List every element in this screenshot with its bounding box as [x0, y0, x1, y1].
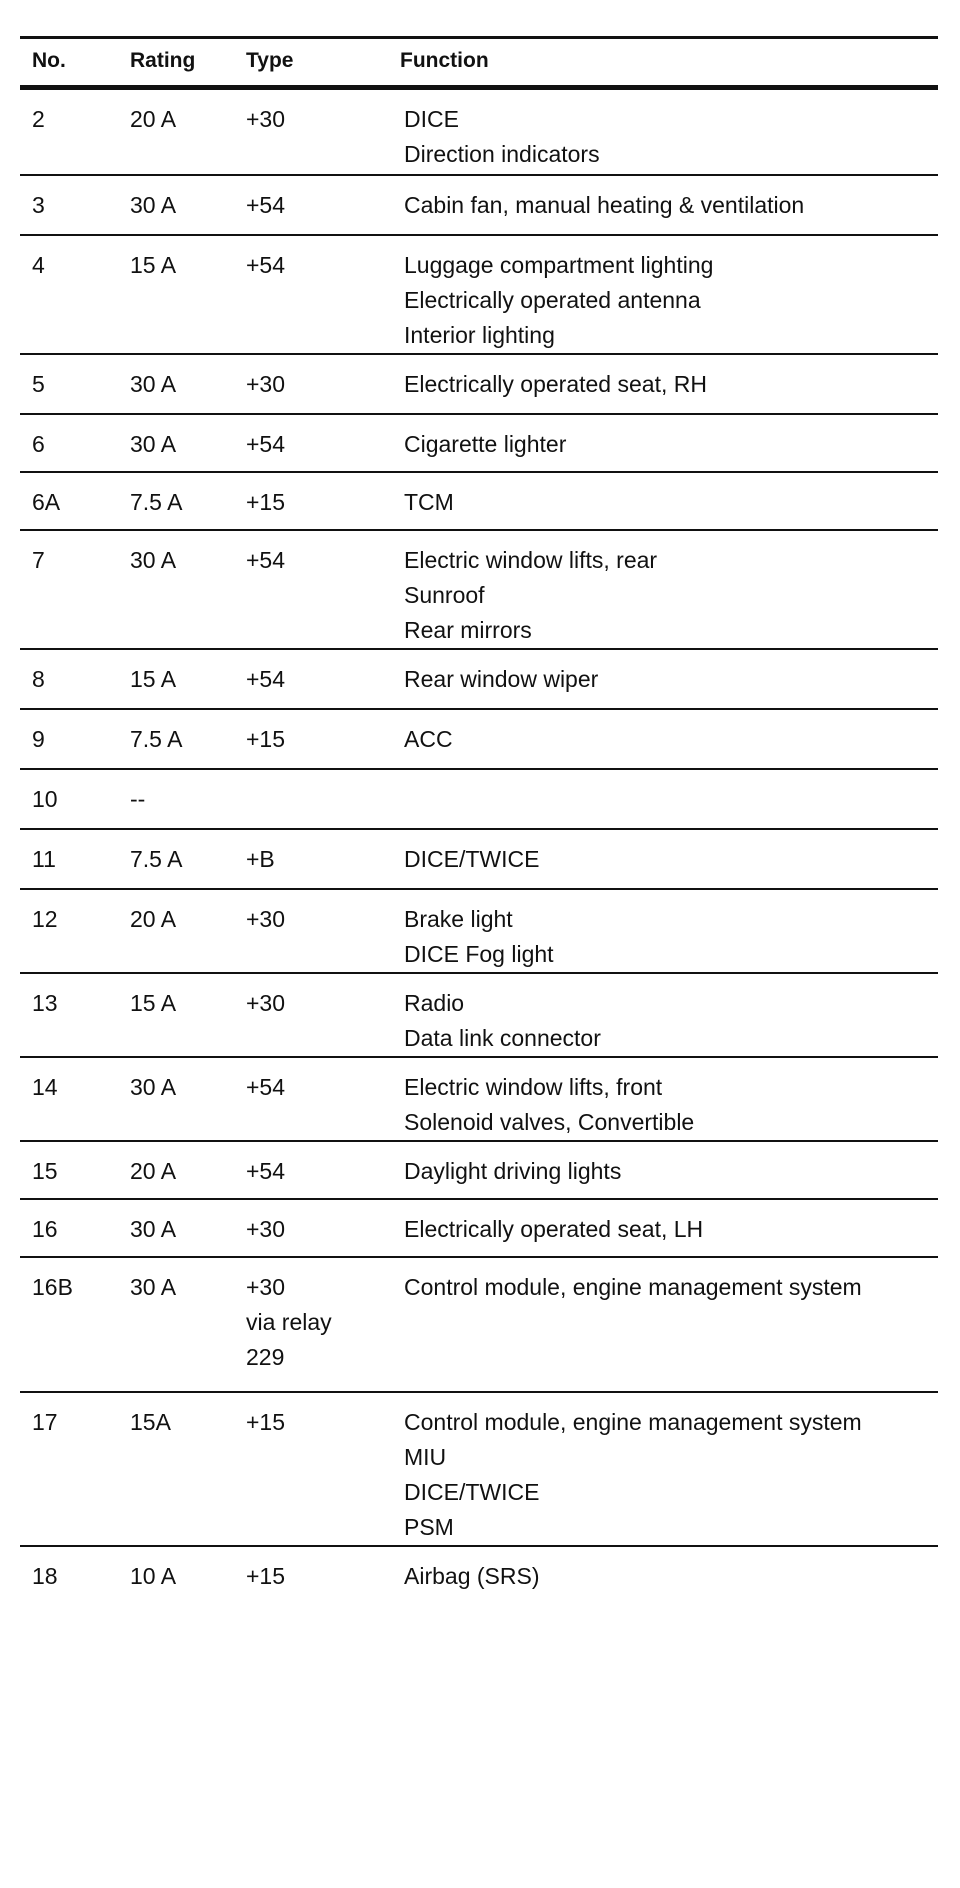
cell-type [234, 88, 380, 175]
cell-function [380, 1546, 938, 1606]
header-type: Type [234, 38, 380, 88]
function-line: Airbag (SRS) [404, 1562, 540, 1589]
table-row [20, 889, 938, 973]
cell-type [234, 649, 380, 709]
cell-type [234, 973, 380, 1057]
type-line: +54 [246, 1157, 286, 1184]
type-line: +30 [246, 905, 286, 932]
cell-function [380, 889, 938, 973]
function-line: Cabin fan, manual heating & ventilation [404, 191, 805, 218]
type-line: +B [246, 845, 275, 872]
function-line: Luggage compartment lighting [404, 251, 714, 278]
type-line: +15 [246, 488, 286, 515]
type-line: via relay [246, 1308, 332, 1335]
table-row [20, 1199, 938, 1257]
cell-rating: 30 A [118, 1199, 234, 1257]
table-header-row [20, 38, 938, 88]
cell-no: 12 [20, 889, 118, 973]
cell-no: 8 [20, 649, 118, 709]
type-line: +15 [246, 725, 286, 752]
cell-no: 4 [20, 235, 118, 354]
type-line: +54 [246, 191, 286, 218]
function-line: Control module, engine management system [404, 1408, 862, 1435]
cell-function [380, 649, 938, 709]
function-line: Daylight driving lights [404, 1157, 622, 1184]
cell-rating: 30 A [118, 1257, 234, 1392]
cell-function [380, 235, 938, 354]
cell-rating: 30 A [118, 175, 234, 235]
function-line: Electrically operated seat, RH [404, 370, 707, 397]
cell-no: 16B [20, 1257, 118, 1392]
cell-rating: 30 A [118, 1057, 234, 1141]
type-line: +30 [246, 989, 286, 1016]
table-row [20, 1392, 938, 1546]
cell-type [234, 235, 380, 354]
cell-type [234, 472, 380, 530]
function-line: Cigarette lighter [404, 430, 567, 457]
cell-rating: 15A [118, 1392, 234, 1546]
cell-no: 18 [32, 1562, 58, 1589]
cell-type [234, 530, 380, 649]
table-row [20, 530, 938, 649]
cell-function [380, 1141, 938, 1199]
cell-rating: 15 A [118, 973, 234, 1057]
function-line: Brake light [404, 905, 513, 932]
table-row [20, 1057, 938, 1141]
fuse-table [20, 36, 938, 1606]
cell-rating: 20 A [118, 889, 234, 973]
cell-type [234, 829, 380, 889]
cell-type [234, 769, 380, 829]
function-line: Radio [404, 989, 465, 1016]
cell-rating: 7.5 A [118, 709, 234, 769]
cell-type [234, 1141, 380, 1199]
cell-rating: 30 A [118, 414, 234, 472]
cell-no: 15 [20, 1141, 118, 1199]
cell-rating: 7.5 A [118, 829, 234, 889]
table-row [20, 354, 938, 414]
type-line: +54 [246, 665, 286, 692]
cell-type [234, 414, 380, 472]
function-line: Electric window lifts, rear [404, 546, 658, 573]
type-line: +54 [246, 546, 286, 573]
function-line: Control module, engine management system [404, 1273, 862, 1300]
type-line: 229 [246, 1343, 285, 1370]
cell-no: 11 [20, 829, 118, 889]
cell-no: 10 [20, 769, 118, 829]
cell-function [380, 709, 938, 769]
cell-type [234, 889, 380, 973]
function-line: DICE [404, 106, 459, 132]
cell-type [234, 354, 380, 414]
function-line: Interior lighting [404, 321, 555, 348]
table-row [20, 829, 938, 889]
cell-rating: 20 A [118, 88, 234, 175]
table-row [20, 1257, 938, 1392]
table-row [20, 649, 938, 709]
cell-function [380, 414, 938, 472]
type-line: +30 [246, 1215, 286, 1242]
cell-no: 2 [20, 88, 118, 175]
function-line: ACC [404, 725, 453, 752]
cell-rating: 30 A [118, 354, 234, 414]
header-function: Function [380, 38, 938, 88]
type-line: +15 [246, 1562, 286, 1589]
type-line: +30 [246, 1273, 286, 1300]
function-line: Data link connector [404, 1024, 601, 1051]
table-row [20, 175, 938, 235]
header-no: No. [20, 38, 118, 88]
cell-type [234, 1057, 380, 1141]
table-body [20, 88, 938, 1606]
cell-rating: 15 A [118, 235, 234, 354]
function-line: DICE Fog light [404, 940, 554, 967]
function-line: Sunroof [404, 581, 485, 608]
cell-type [234, 709, 380, 769]
cell-type [234, 1546, 380, 1606]
function-line: Direction indicators [404, 141, 600, 167]
type-line: +54 [246, 251, 286, 278]
cell-function [380, 530, 938, 649]
function-line: DICE/TWICE [404, 845, 540, 872]
cell-rating: -- [118, 769, 234, 829]
cell-type [234, 1199, 380, 1257]
cell-no: 17 [20, 1392, 118, 1546]
function-line: Solenoid valves, Convertible [404, 1108, 695, 1135]
table-row [20, 769, 938, 829]
cell-type [234, 1392, 380, 1546]
cell-function [380, 829, 938, 889]
type-line: +15 [246, 1408, 286, 1435]
cell-type [234, 1257, 380, 1392]
function-line: TCM [404, 488, 454, 515]
cell-function [380, 175, 938, 235]
cell-function [380, 472, 938, 530]
cell-function [380, 1199, 938, 1257]
cell-function [380, 769, 938, 829]
table-row [20, 1141, 938, 1199]
cell-function [380, 1057, 938, 1141]
cell-function [380, 88, 938, 175]
cell-no: 14 [20, 1057, 118, 1141]
cell-no: 9 [20, 709, 118, 769]
cell-type [234, 175, 380, 235]
cell-function [380, 1392, 938, 1546]
table-row [20, 235, 938, 354]
cell-rating: 15 A [118, 649, 234, 709]
table-row [20, 709, 938, 769]
cell-rating: 10 A [130, 1562, 177, 1589]
function-line: MIU [404, 1443, 447, 1470]
header-rating: Rating [118, 38, 234, 88]
cell-function [380, 354, 938, 414]
table-row [20, 472, 938, 530]
cell-no: 16 [20, 1199, 118, 1257]
function-line: Electrically operated antenna [404, 286, 701, 313]
table-row [20, 414, 938, 472]
function-line: Rear mirrors [404, 616, 532, 643]
cell-no: 6 [20, 414, 118, 472]
table-row [20, 1546, 938, 1606]
type-line: +30 [246, 106, 286, 132]
function-line: Rear window wiper [404, 665, 599, 692]
function-line: Electric window lifts, front [404, 1073, 663, 1100]
cell-rating: 30 A [118, 530, 234, 649]
cell-no: 13 [20, 973, 118, 1057]
cell-function [380, 973, 938, 1057]
cell-rating: 20 A [118, 1141, 234, 1199]
table-row [20, 973, 938, 1057]
type-line: +30 [246, 370, 286, 397]
table-row [20, 88, 938, 175]
type-line: +54 [246, 1073, 286, 1100]
cell-no: 3 [20, 175, 118, 235]
function-line: Electrically operated seat, LH [404, 1215, 704, 1242]
type-line: +54 [246, 430, 286, 457]
cell-no: 7 [20, 530, 118, 649]
cell-function [380, 1257, 938, 1392]
cell-no: 6A [20, 472, 118, 530]
function-line: DICE/TWICE [404, 1478, 540, 1505]
function-line: PSM [404, 1513, 454, 1540]
cell-rating: 7.5 A [118, 472, 234, 530]
cell-no: 5 [20, 354, 118, 414]
